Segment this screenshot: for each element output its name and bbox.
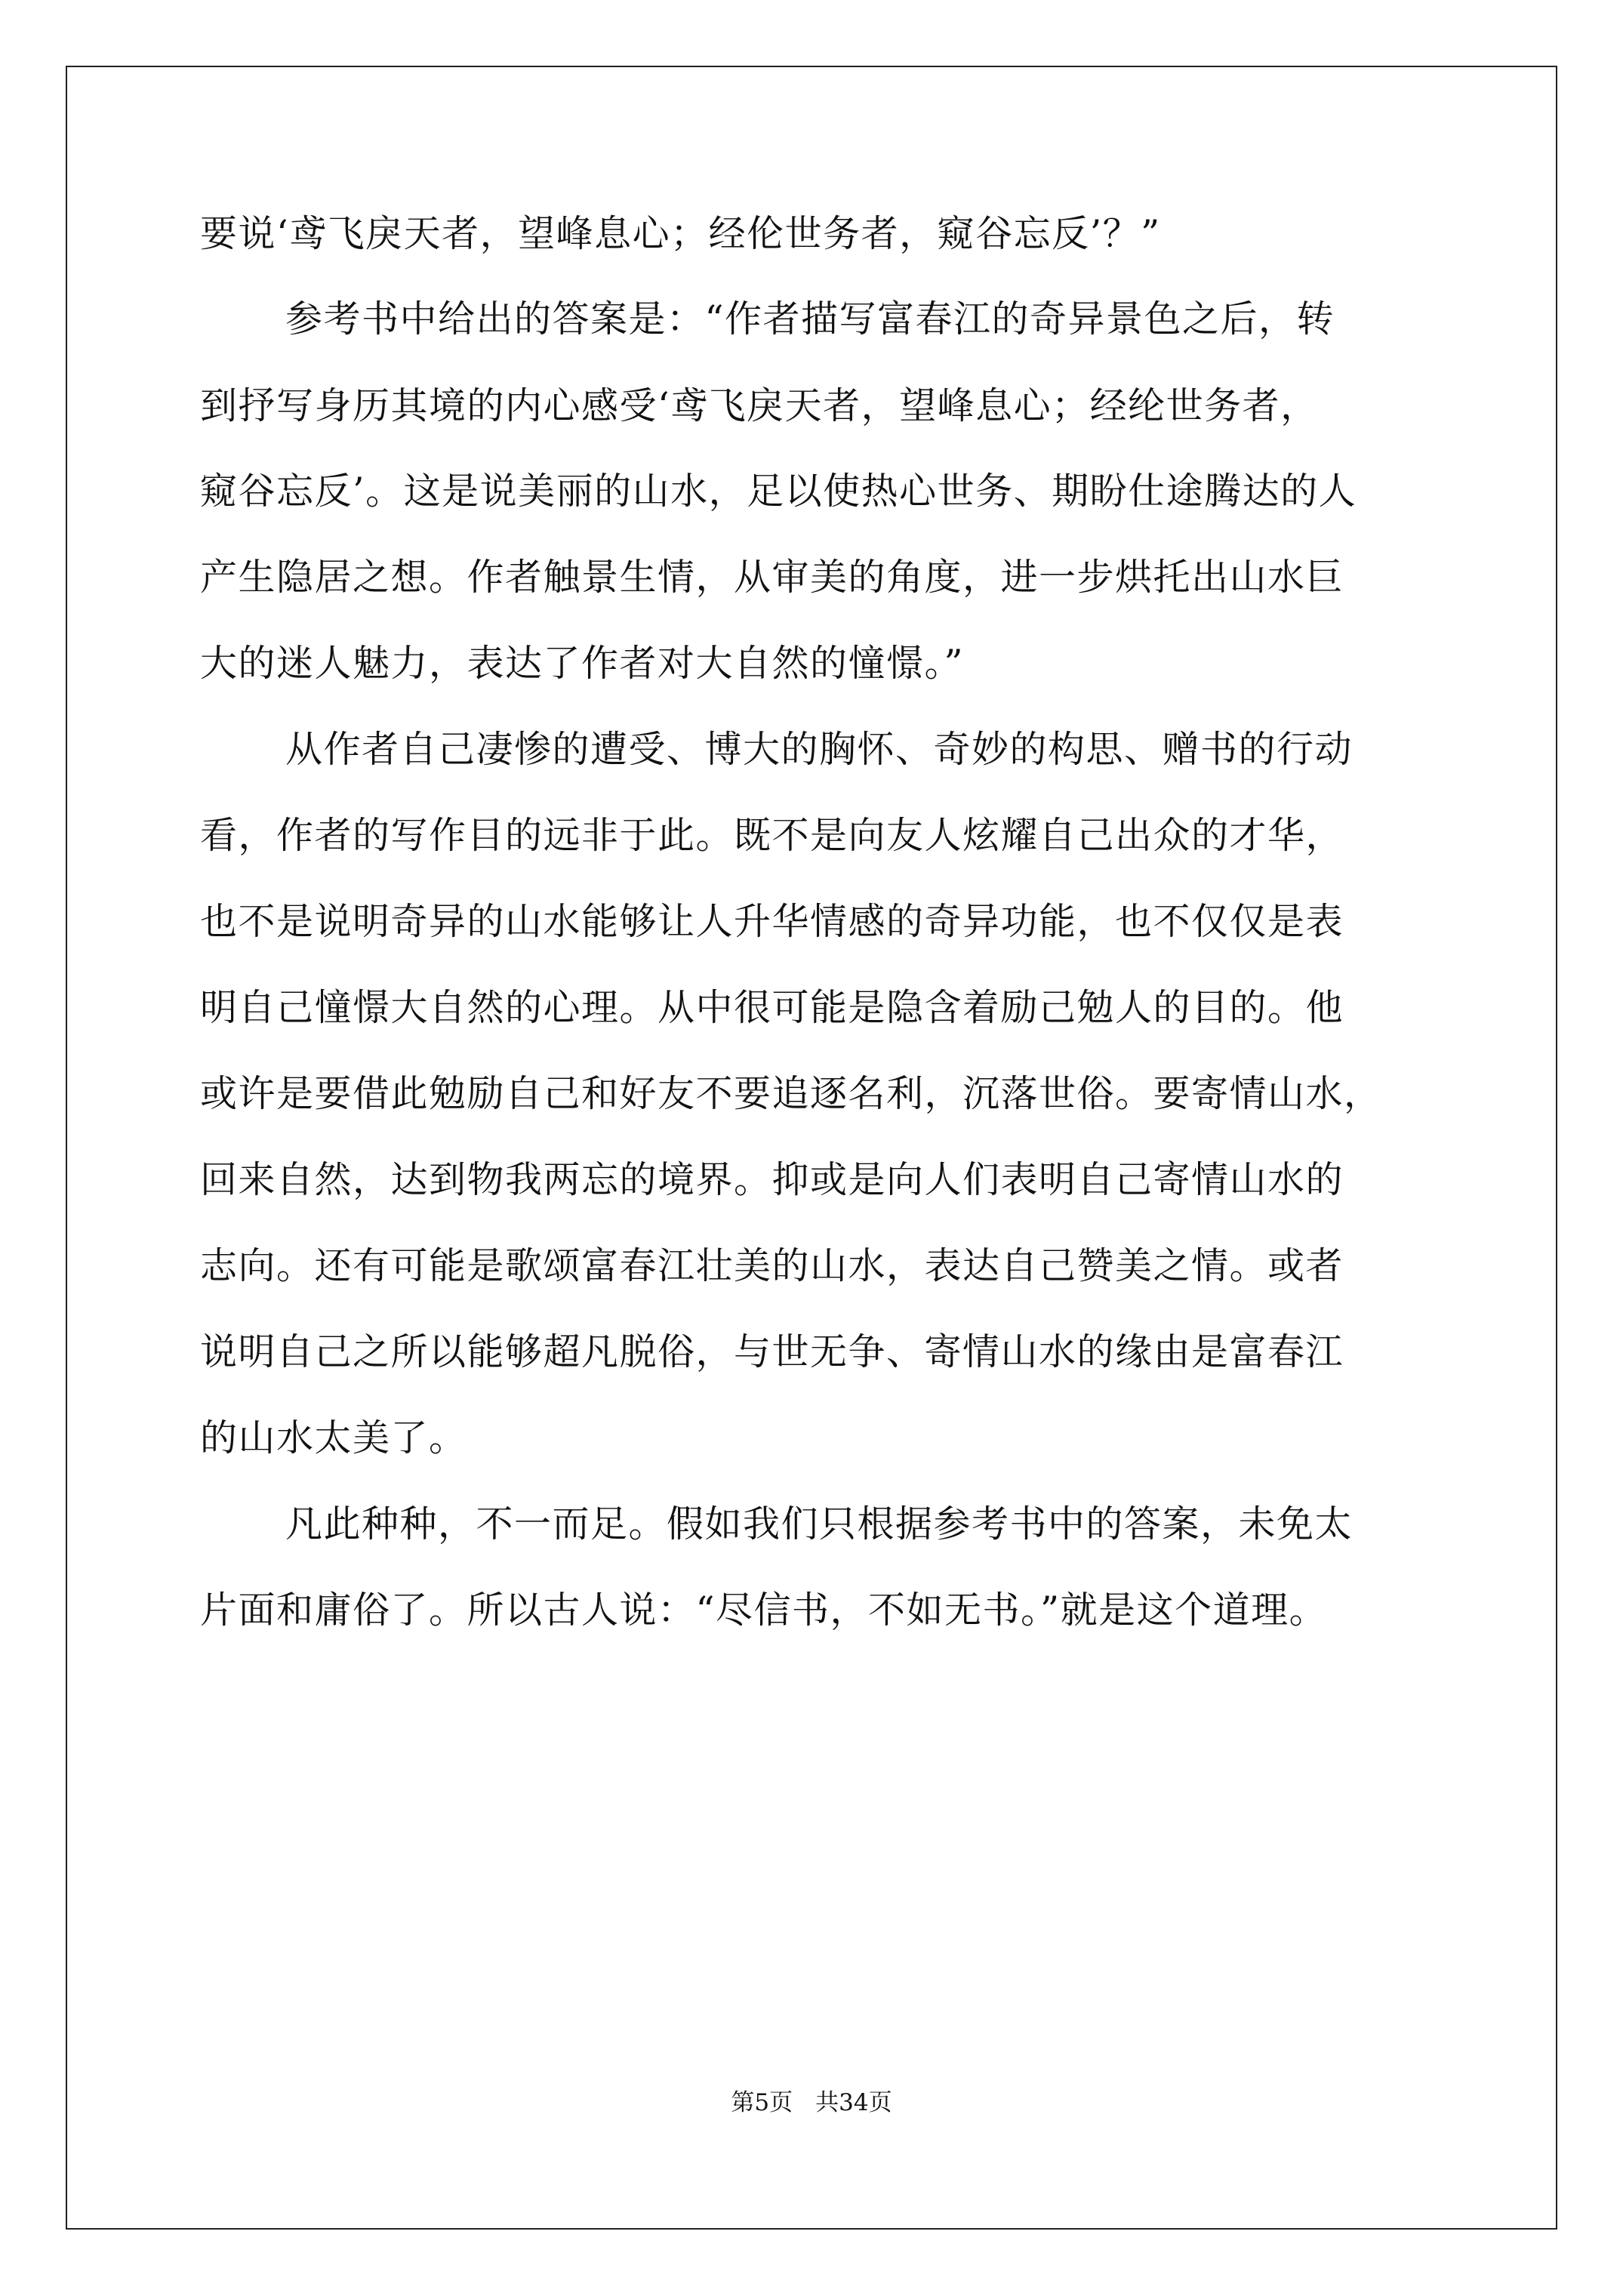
text-line: 看，作者的写作目的远非于此。既不是向友人炫耀自己出众的才华，	[200, 814, 1344, 857]
text-line: 到抒写身历其境的内心感受‘鸢飞戾天者，望峰息心；经纶世务者，	[200, 384, 1319, 427]
text-line: 窥谷忘反’。这是说美丽的山水，足以使热心世务、期盼仕途腾达的人	[200, 470, 1357, 513]
paragraph-start-line: 凡此种种，不一而足。假如我们只根据参考书中的答案，未免太	[285, 1502, 1354, 1546]
text-line: 产生隐居之想。作者触景生情，从审美的角度，进一步烘托出山水巨	[200, 556, 1344, 599]
page-total: 共34页	[815, 2089, 892, 2116]
text-line: 片面和庸俗了。所以古人说：“尽信书，不如无书。”就是这个道理。	[200, 1589, 1328, 1632]
paragraph-start-line: 从作者自己凄惨的遭受、博大的胸怀、奇妙的构思、赠书的行动	[285, 728, 1354, 771]
text-line: 回来自然，达到物我两忘的境界。抑或是向人们表明自己寄情山水的	[200, 1158, 1344, 1201]
text-line: 说明自己之所以能够超凡脱俗，与世无争、寄情山水的缘由是富春江	[200, 1330, 1344, 1373]
text-line: 明自己憧憬大自然的心理。从中很可能是隐含着励己勉人的目的。他	[200, 986, 1344, 1029]
text-line: 的山水太美了。	[200, 1416, 467, 1459]
text-line: 大的迷人魅力，表达了作者对大自然的憧憬。”	[200, 642, 965, 685]
page-number: 第5页	[731, 2089, 793, 2116]
text-line: 也不是说明奇异的山水能够让人升华情感的奇异功能，也不仅仅是表	[200, 900, 1344, 943]
text-line: 要说‘鸢飞戾天者，望峰息心；经伦世务者，窥谷忘反’？”	[200, 212, 1161, 255]
text-line: 志向。还有可能是歌颂富春江壮美的山水，表达自己赞美之情。或者	[200, 1244, 1344, 1287]
paragraph-start-line: 参考书中给出的答案是：“作者描写富春江的奇异景色之后，转	[285, 297, 1335, 341]
page-footer	[0, 2088, 1623, 2118]
text-line: 或许是要借此勉励自己和好友不要追逐名利，沉落世俗。要寄情山水，	[200, 1072, 1382, 1115]
